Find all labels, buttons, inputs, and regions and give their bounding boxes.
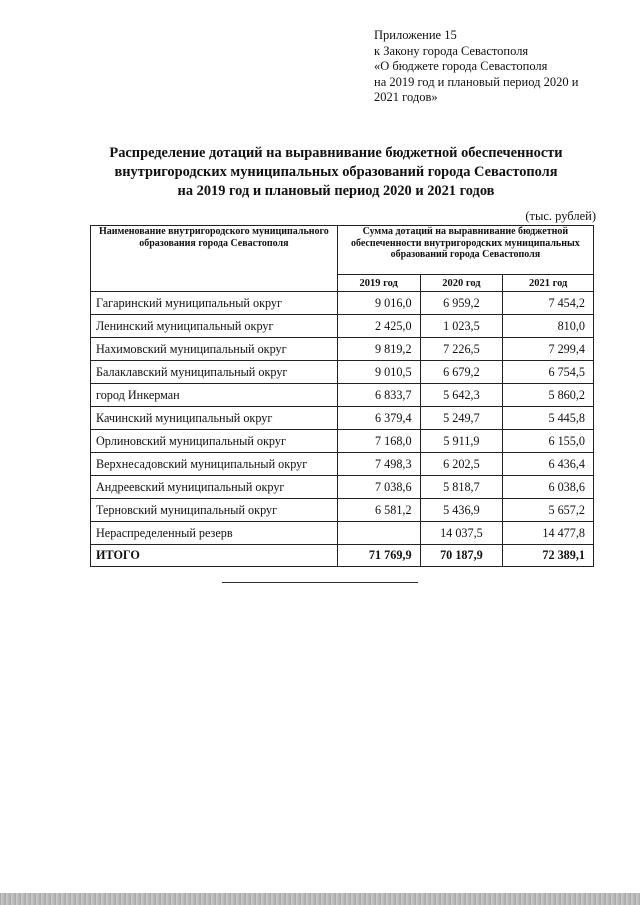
table-row — [91, 407, 594, 430]
annex-line: Приложение 15 — [374, 28, 457, 42]
row-2019: 7 038,6 — [337, 476, 420, 499]
row-2019: 7 168,0 — [337, 430, 420, 453]
row-name: Орлиновский муниципальный округ — [91, 430, 338, 453]
row-2020: 5 436,9 — [420, 499, 503, 522]
row-2020: 1 023,5 — [420, 315, 503, 338]
table-row — [91, 292, 594, 315]
row-name: Верхнесадовский муниципальный округ — [91, 453, 338, 476]
row-2019: 9 010,5 — [337, 361, 420, 384]
table-row — [91, 476, 594, 499]
table-row — [91, 522, 594, 545]
annex-line: «О бюджете города Севастополя — [374, 59, 548, 73]
table-row — [91, 453, 594, 476]
title-line: Распределение дотаций на выравнивание бюджетной обеспеченности — [109, 145, 563, 161]
row-name: Терновский муниципальный округ — [91, 499, 338, 522]
title-line: на 2019 год и плановый период 2020 и 2021 годов — [177, 183, 495, 199]
total-label: ИТОГО — [91, 545, 338, 567]
row-name: город Инкерман — [91, 384, 338, 407]
row-2021: 14 477,8 — [503, 522, 594, 545]
document-title — [60, 144, 612, 201]
row-2021: 6 038,6 — [503, 476, 594, 499]
row-2019: 6 379,4 — [337, 407, 420, 430]
row-2020: 6 679,2 — [420, 361, 503, 384]
annex-line: к Закону города Севастополя — [374, 43, 529, 58]
row-name: Нахимовский муниципальный округ — [91, 338, 338, 361]
header-sum: Сумма дотаций на выравнивание бюджетной обеспеченности внутригородских муниципальных образований города Севастополя — [337, 226, 593, 275]
annex-note — [374, 28, 614, 106]
row-2019: 9 016,0 — [337, 292, 420, 315]
row-2020: 6 202,5 — [420, 453, 503, 476]
row-name: Ленинский муниципальный округ — [91, 315, 338, 338]
row-2020: 14 037,5 — [420, 522, 503, 545]
table-row — [91, 315, 594, 338]
table-row — [91, 338, 594, 361]
row-name: Гагаринский муниципальный округ — [91, 292, 338, 315]
title-line: внутригородских муниципальных образований города Севастополя — [114, 164, 558, 180]
row-2020: 7 226,5 — [420, 338, 503, 361]
total-row — [91, 545, 594, 567]
table-row — [91, 430, 594, 453]
units-label: (тыс. рублей) — [525, 209, 596, 223]
row-2020: 5 249,7 — [420, 407, 503, 430]
row-2021: 5 657,2 — [503, 499, 594, 522]
row-name: Балаклавский муниципальный округ — [91, 361, 338, 384]
row-2021: 7 299,4 — [503, 338, 594, 361]
row-2019: 9 819,2 — [337, 338, 420, 361]
total-2021: 72 389,1 — [503, 545, 594, 567]
row-2021: 6 754,5 — [503, 361, 594, 384]
row-2020: 5 911,9 — [420, 430, 503, 453]
row-2021: 810,0 — [503, 315, 594, 338]
row-2021: 5 445,8 — [503, 407, 594, 430]
annex-line: на 2019 год и плановый период 2020 и — [374, 74, 579, 89]
row-2019: 7 498,3 — [337, 453, 420, 476]
row-2019: 2 425,0 — [337, 315, 420, 338]
row-2021: 5 860,2 — [503, 384, 594, 407]
row-2019 — [337, 522, 420, 545]
subsidies-table — [90, 225, 594, 567]
row-2021: 6 155,0 — [503, 430, 594, 453]
table-header-row — [91, 226, 594, 275]
header-year-2019: 2019 год — [337, 275, 420, 292]
closing-rule — [222, 582, 418, 583]
table-row — [91, 384, 594, 407]
row-2020: 5 642,3 — [420, 384, 503, 407]
table-row — [91, 361, 594, 384]
annex-line: 2021 годов» — [374, 90, 438, 104]
row-2021: 7 454,2 — [503, 292, 594, 315]
total-2019: 71 769,9 — [337, 545, 420, 567]
row-name: Андреевский муниципальный округ — [91, 476, 338, 499]
row-2019: 6 833,7 — [337, 384, 420, 407]
row-2020: 5 818,7 — [420, 476, 503, 499]
scan-noise-strip — [0, 893, 640, 905]
header-name: Наименование внутригородского муниципального образования города Севастополя — [91, 226, 338, 292]
row-2020: 6 959,2 — [420, 292, 503, 315]
row-2021: 6 436,4 — [503, 453, 594, 476]
row-2019: 6 581,2 — [337, 499, 420, 522]
header-year-2021: 2021 год — [503, 275, 594, 292]
header-year-2020: 2020 год — [420, 275, 503, 292]
total-2020: 70 187,9 — [420, 545, 503, 567]
table-row — [91, 499, 594, 522]
row-name: Нераспределенный резерв — [91, 522, 338, 545]
row-name: Качинский муниципальный округ — [91, 407, 338, 430]
